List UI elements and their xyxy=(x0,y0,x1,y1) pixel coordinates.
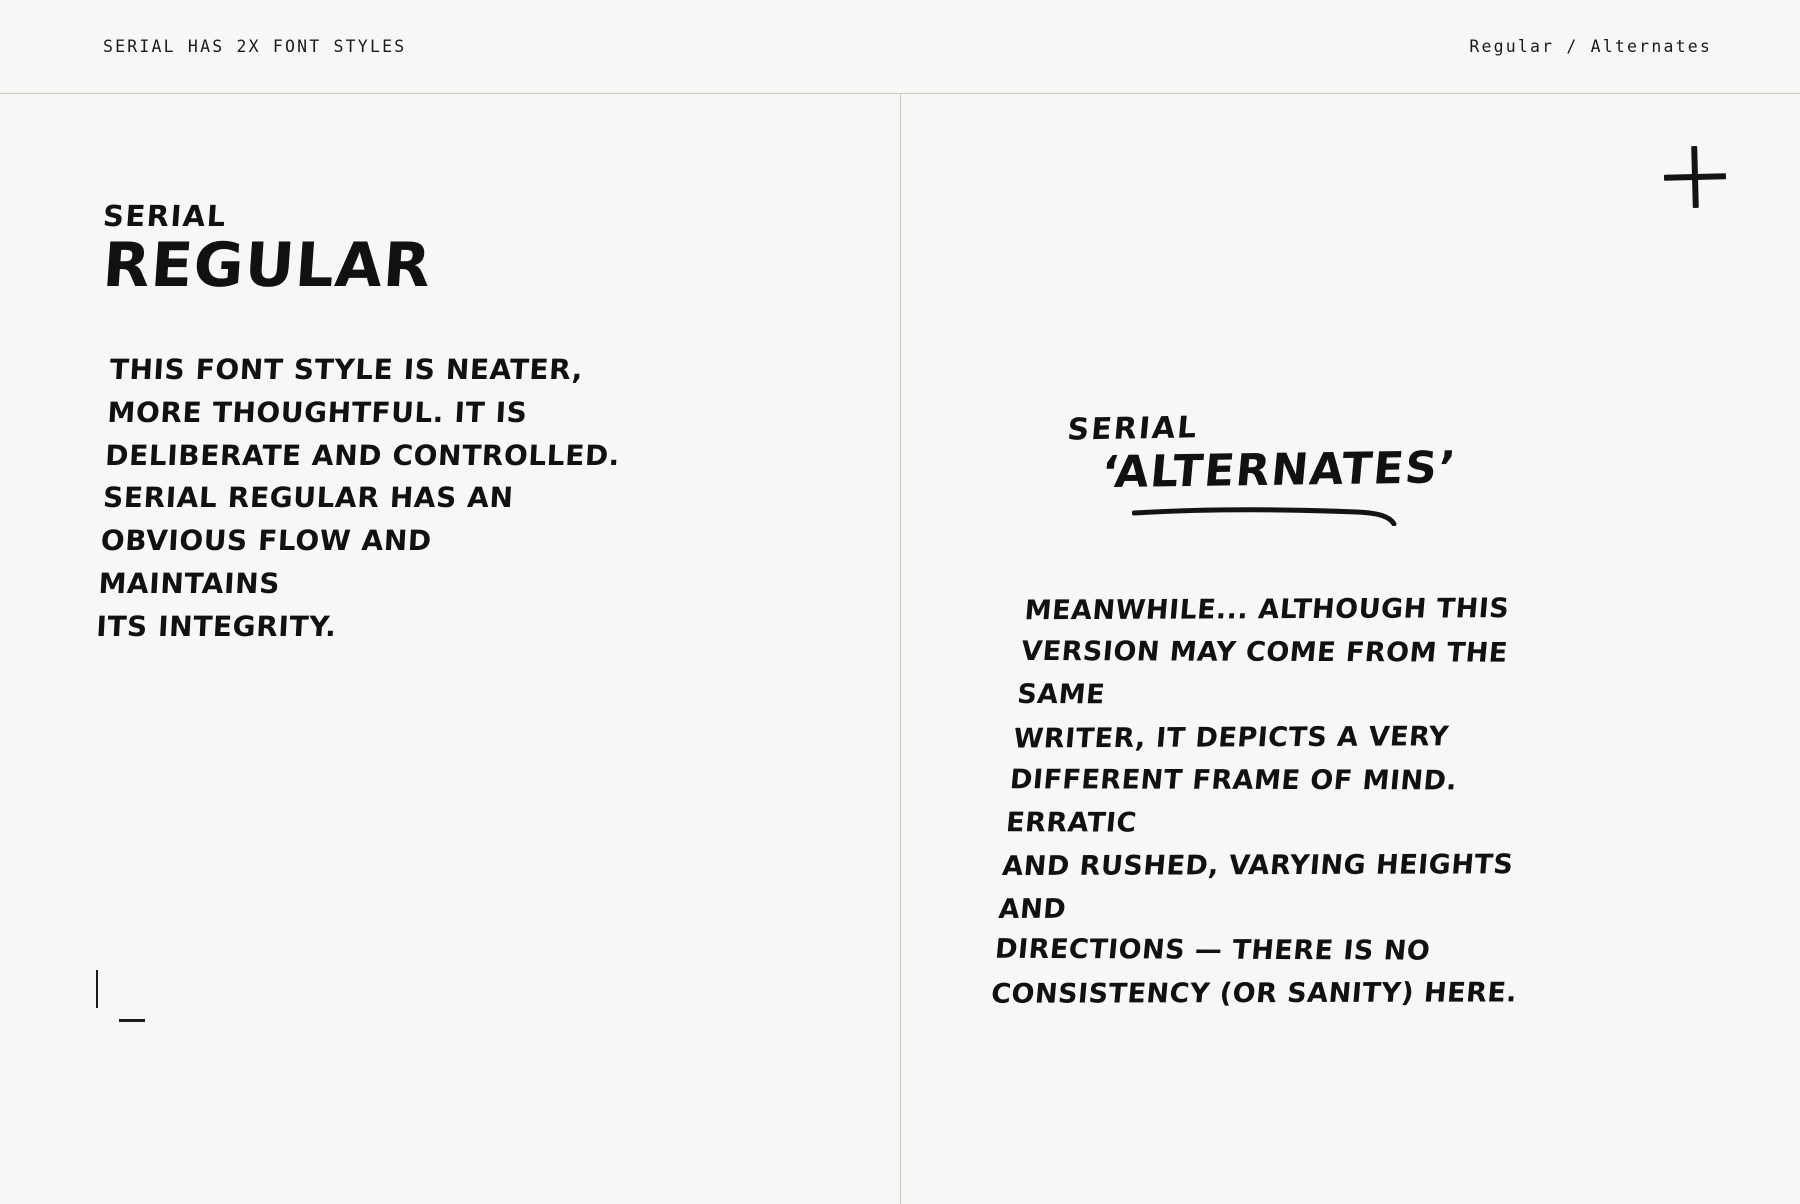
right-column xyxy=(901,94,1800,1204)
header-bar xyxy=(0,0,1800,94)
alternates-body xyxy=(989,589,1606,1016)
alternates-kicker: SERIAL xyxy=(1065,410,1200,448)
regular-body-line: SERIAL REGULAR HAS AN xyxy=(102,481,515,515)
vertical-bar-mark-icon xyxy=(96,970,98,1008)
header-left-label: SERIAL HAS 2X FONT STYLES xyxy=(103,37,407,56)
alternates-body-line: CONSISTENCY (OR SANITY) HERE. xyxy=(989,977,1519,1010)
underscore-mark-icon xyxy=(119,1019,145,1022)
regular-body-line: THIS FONT STYLE IS NEATER, xyxy=(108,353,584,387)
regular-body-line: DELIBERATE AND CONTROLLED. xyxy=(104,438,621,472)
left-column xyxy=(0,94,900,1204)
alternates-body-line: MEANWHILE... ALTHOUGH THIS xyxy=(1023,593,1511,627)
alternates-headline: ‘ALTERNATES’ xyxy=(1099,442,1459,499)
regular-body xyxy=(95,349,631,649)
swash-underline-icon xyxy=(1132,504,1400,526)
alternates-body-line: DIFFERENT FRAME OF MIND. ERRATIC xyxy=(1004,764,1459,839)
alternates-specimen xyxy=(989,410,1708,1016)
regular-headline: REGULAR xyxy=(100,230,434,301)
alternates-body-line: DIRECTIONS — THERE IS NO xyxy=(993,934,1432,968)
regular-body-line: MORE THOUGHTFUL. IT IS xyxy=(106,396,529,430)
regular-kicker: SERIAL xyxy=(101,199,228,233)
header-right-label: Regular / Alternates xyxy=(1469,37,1712,56)
plus-icon xyxy=(1664,146,1726,208)
alternates-body-line: WRITER, IT DEPICTS A VERY xyxy=(1012,721,1451,755)
regular-specimen xyxy=(95,199,663,649)
regular-body-line: OBVIOUS FLOW AND MAINTAINS xyxy=(97,524,433,601)
alternates-body-line: AND RUSHED, VARYING HEIGHTS AND xyxy=(997,849,1515,925)
plus-icon-vertical xyxy=(1691,146,1699,208)
alternates-body-line: VERSION MAY COME FROM THE SAME xyxy=(1016,635,1510,710)
regular-body-line: ITS INTEGRITY. xyxy=(95,610,338,644)
